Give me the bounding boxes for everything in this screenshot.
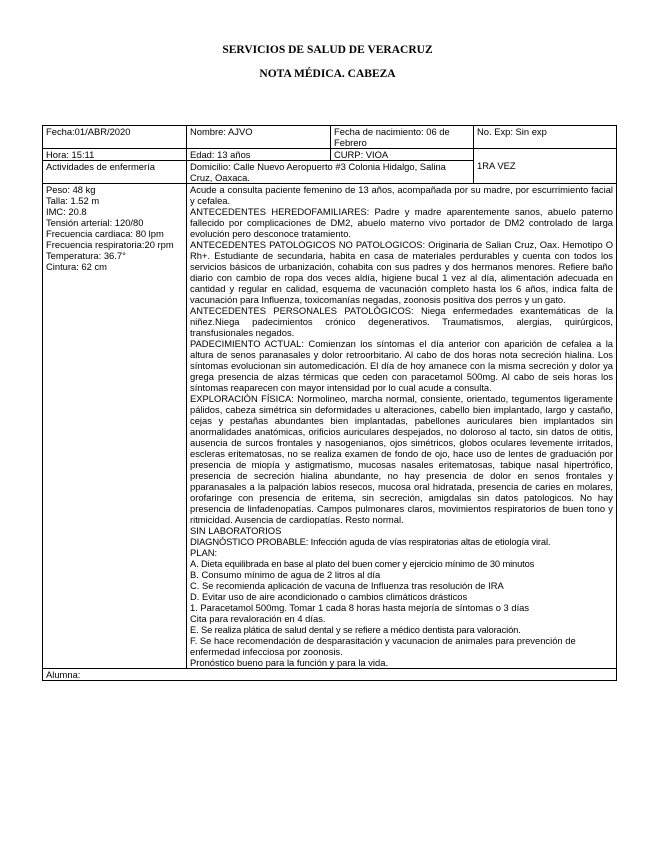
note-diagnostico: DIAGNÓSTICO PROBABLE: Infección aguda de vías respiratorias altas de etiología viral. — [190, 536, 551, 547]
plan-item-medication: 1. Paracetamol 500mg. Tomar 1 cada 8 horas hasta mejoría de síntomas o 3 días — [190, 602, 530, 613]
fecha-cell: Fecha:01/ABR/2020 — [43, 126, 187, 149]
note-personales-patologicos: ANTECEDENTES PERSONALES PATOLÓGICOS: Niega enfermedades exantemáticas de la niñez.Niega padecimientos crónico degenerativos. Traumatismos, alergias, quirúrgicos, transfusionales negados. — [190, 305, 613, 338]
alumna-cell: Alumna: — [43, 669, 617, 681]
clinical-note-cell — [187, 184, 617, 669]
plan-pronostico: Pronóstico bueno para la función y para la vida. — [190, 657, 389, 668]
vital-frecuencia-cardiaca: Frecuencia cardiaca: 80 lpm — [46, 228, 164, 239]
medical-note-table — [42, 125, 617, 681]
vital-temperatura: Temperatura: 36.7° — [46, 250, 126, 261]
curp-cell: CURP: VIOA — [331, 149, 474, 161]
note-padecimiento-actual: PADECIMIENTO ACTUAL: Comienzan los síntomas el día anterior con aparición de cefalea a la altura de senos paranasales y dolor retroorbitario. Al cabo de dos horas nota secreción hialina. Los síntomas evolucionan sin automedicación. El día de hoy amanece con la misma secreción y dolor ya grega presencia de alzas térmicas que ceden con paracetamol 500mg. Al cabo de seis horas los síntomas reaparecen con mayor intensidad por lo cual acude a consulta. — [190, 338, 613, 393]
vital-talla: Talla: 1.52 m — [46, 195, 100, 206]
note-heredofamiliares: ANTECEDENTES HEREDOFAMILIARES: Padre y madre aparentemente sanos, abuelo paterno fallecido por complicaciones de DM2, abuelo materno vivo portador de DM2 controlado de larga evolución pero desconoce tratamiento. — [190, 206, 613, 239]
domicilio-cell: Domicilio: Calle Nuevo Aeropuerto #3 Colonia Hidalgo, Salina Cruz, Oaxaca. — [187, 161, 474, 184]
actividades-cell: Actividades de enfermería — [43, 161, 187, 184]
vital-cintura: Cintura: 62 cm — [46, 261, 107, 272]
plan-item-b: B. Consumo mínimo de agua de 2 litros al día — [190, 569, 381, 580]
vital-imc: IMC: 20.8 — [46, 206, 87, 217]
note-plan-label: PLAN: — [190, 547, 218, 558]
note-intro: Acude a consulta paciente femenino de 13 años, acompañada por su madre, por escurrimiento facial y cefalea. — [190, 184, 613, 206]
note-no-patologicos: ANTECEDENTES PATOLOGICOS NO PATOLOGICOS: Originaria de Salian Cruz, Oax. Hemotipo O Rh+. Estudiante de secundaria, habita en casa de materiales perdurables y cuenta con todos los servicios básicos de urbanización, cohabita con sus padres y dos hermanos menores. Refiere baño diario con cambio de ropa dos veces aldía, higiene bucal 1 vez al día, alimentación adecuada en cantidad y regular en calidad, esquema de vacunación completo hasta los 6 años, indica falta de vacunación para Influenza, toxicomanías negadas, zoonosis positiva dos perros y un gato. — [190, 239, 613, 305]
footer-row — [43, 669, 617, 681]
info-row-2 — [43, 149, 617, 161]
note-exploracion-fisica: EXPLORACIÓN FÍSICA: Normolineo, marcha normal, consiente, orientado, tegumentos ligeramente pálidos, cabeza simétrica sin deformidades u alteraciones, cabello bien implantado, largo y castaño, cejas y pestañas abundantes bien implantadas, pabellones auriculares bien implantados sin anormalidades anatómicas, orificios auriculares despejados, no doloroso al tacto, sin datos de otitis, ausencia de surcos frontales y nasogenianos, ojos simétricos, globos oculares levemente irritados, escleras eritematosas, no se realiza examen de fondo de ojo, hace uso de lentes de graduación por presencia de miopía y astigmatismo, mucosas nasales eritematosas, tabique nasal hipertrófico, presencia de secreción hialina abundante, no hay presencia de dolor en senos frontales y pparanasales a la palpación labios resecos, mucosa oral hidratada, presencia de caries en molares, orofaringe con presencia de eritema, sin secreción, amigdalas sin datos patologicos. No hay presencia de linfadenopatías. Campos pulmonares claros, movimientos respiratorios de buen tono y ritmicidad. Ausencia de cardiopatías. Resto normal. — [190, 393, 613, 525]
document-header-institution: SERVICIOS DE SALUD DE VERACRUZ — [222, 44, 433, 56]
plan-item-cita: Cita para revaloración en 4 días. — [190, 613, 326, 624]
vez-text: 1RA VEZ — [477, 160, 516, 171]
hora-cell: Hora: 15:11 — [43, 149, 187, 161]
note-laboratorios: SIN LABORATORIOS — [190, 525, 282, 536]
plan-item-c: C. Se recomienda aplicación de vacuna de Influenza tras resolución de IRA — [190, 580, 504, 591]
body-row — [43, 184, 617, 669]
plan-item-a: A. Dieta equilibrada en base al plato del buen comer y ejercicio mínimo de 30 minutos — [190, 558, 535, 569]
vital-tension-arterial: Tensión arterial: 120/80 — [46, 217, 144, 228]
edad-cell: Edad: 13 años — [187, 149, 331, 161]
info-row-1 — [43, 126, 617, 149]
plan-item-f: F. Se hace recomendación de desparasitación y vacunacion de animales para prevención de enfermedad infecciosa por zoonosis. — [190, 635, 576, 657]
vez-cell — [474, 149, 617, 184]
nombre-cell: Nombre: AJVO — [187, 126, 331, 149]
document-header-title: NOTA MÉDICA. CABEZA — [259, 68, 396, 80]
vital-frecuencia-respiratoria: Frecuencia respiratoria:20 rpm — [46, 239, 174, 250]
plan-item-e: E. Se realiza plática de salud dental y se refiere a médico dentista para valoración. — [190, 624, 521, 635]
plan-item-d: D. Evitar uso de aire acondicionado o cambios climáticos drásticos — [190, 591, 468, 602]
vital-signs-cell — [43, 184, 187, 669]
vital-peso: Peso: 48 kg — [46, 184, 96, 195]
expediente-cell: No. Exp: Sin exp — [474, 126, 617, 149]
nacimiento-cell: Fecha de nacimiento: 06 de Febrero — [331, 126, 474, 149]
